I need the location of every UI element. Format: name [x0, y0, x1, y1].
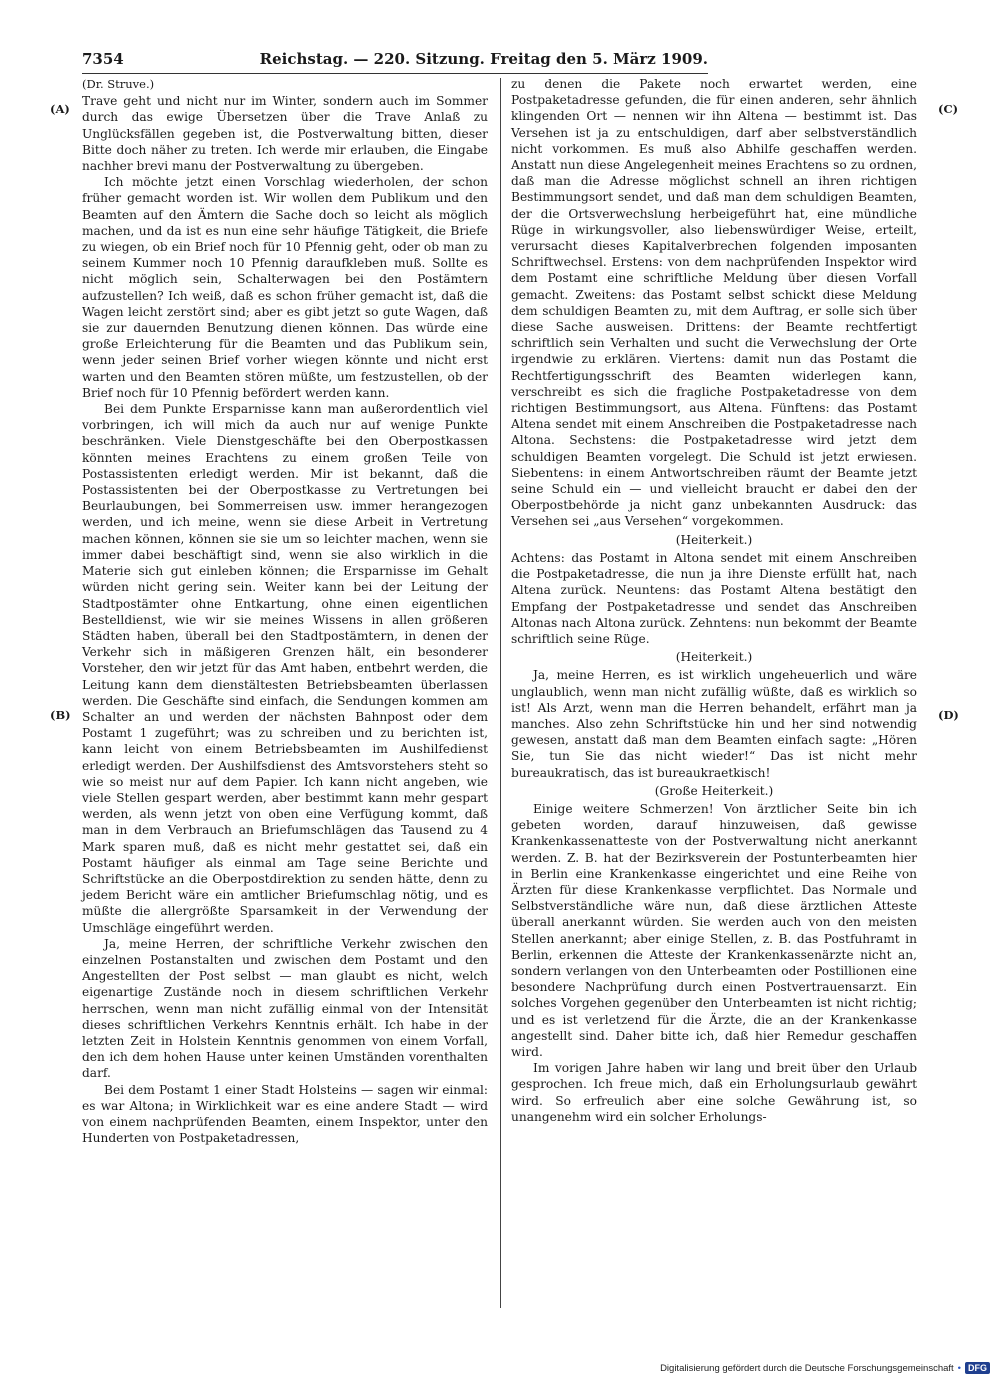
paragraph: Ja, meine Herren, der schriftliche Verkehr zwischen den einzelnen Postanstalten und zwischen dem Postamt und den Angestellten der Post selbst — man glaubt es nicht, welch eigenartige Zustände noch in diesem schriftlichen Verkehr herrschen, wenn man nicht zufällig einmal von der Intensität dieses schriftlichen Verkehrs Kenntnis erhält. Ich habe in der letzten Zeit in Holstein Kenntnis genommen von einem Vorfall, den ich dem hohen Hause unter keinen Umständen vorenthalten darf.: [82, 936, 488, 1081]
paragraph: Einige weitere Schmerzen! Von ärztlicher Seite bin ich gebeten worden, darauf hinzuweisen, daß gewisse Krankenkassenatteste von der Postverwaltung nicht anerkannt werden. Z. B. hat der Bezirksverein der Postunterbeamten hier in Berlin eine Krankenkasse eingerichtet und eine Reihe von Ärzten für diese Krankenkasse verpflichtet. Das Normale und Selbstverständliche wäre nun, daß diese ärztlichen Atteste überall anerkannt würden. Sie werden auch von den meisten Stellen anerkannt; aber einige Stellen, z. B. das Postfuhramt in Berlin, erkennen die Atteste der Krankenkassenärzte nicht an, sondern verlangen von den Unterbeamten oder Postillionen eine besondere Nachprüfung durch einen Postvertrauensarzt. Ein solches Vorgehen gegenüber den Unterbeamten ist nicht richtig; und es ist verletzend für die Ärzte, die an der Krankenkasse angestellt sind. Daher bitte ich, daß hier Remedur geschaffen wird.: [511, 801, 917, 1059]
dfg-logo: DFG: [965, 1362, 990, 1374]
margin-marker-c: (C): [938, 102, 959, 116]
footer: [590, 1359, 990, 1377]
speaker-label: (Dr. Struve.): [82, 77, 155, 91]
paragraph: Bei dem Punkte Ersparnisse kann man außerordentlich viel vorbringen, ich will mich da auch nur auf wenige Punkte beschränken. Viele Dienstgeschäfte bei den Oberpostkassen könnten meines Erachtens zu einem großen Teile von Postassistenten erledigt werden. Mir ist bekannt, daß die Postassistenten bei der Oberpostkasse zu Vertretungen bei Beurlaubungen, bei Sommerreisen usw. immer herangezogen werden, und ich meine, wenn sie diese Arbeit in Vertretung machen können, können sie sie um so leichter machen, wenn sie immer dabei beschäftigt sind, wenn sie also wirklich in die Materie sich gut einleben können; die Ersparnisse im Gehalt würden nicht gering sein. Weiter kann bei der Leitung der Stadtpostämter ohne Entkartung, ohne einen eigentlichen Bestelldienst, wie wir sie meines Wissens in allen größeren Städten haben, überall bei den Stadtpostämtern, in denen der Verkehr sich in mäßigeren Grenzen hält, ein besonderer Vorsteher, den wir jetzt für das Amt haben, entbehrt werden, die Leitung kann dem dienstältesten Betriebsbeamten überlassen werden. Die Geschäfte sind einfach, die Sendungen kommen am Schalter an und werden der nächsten Bahnpost oder dem Postamt 1 zugeführt; was zu schreiben und zu berichten ist, kann leicht von einem Betriebsbeamten im Aushilfedienst erledigt werden. Der Aushilfsdienst des Amtsvorstehers steht so wie so meist nur auf dem Papier. Ich kann nicht angeben, wie viele Stellen gespart werden, aber bestimmt kann mehr gespart werden, als wenn jetzt von oben eine Verfügung kommt, daß man in dem Verbrauch an Briefumschlägen das Tausend zu 4 Mark sparen muß, daß es nicht mehr gestattet sei, daß ein Postamt häufiger als einmal am Tage seine Berichte und Schriftstücke an die Oberpostdirektion zu senden hätte, denn zu jedem Bericht wäre ein amtlicher Briefumschlag nötig, und es müßte die allergrößte Sparsamkeit in der Verwendung der Umschläge eingeführt werden.: [82, 402, 488, 935]
bullet-icon: •: [957, 1362, 961, 1374]
paragraph: zu denen die Pakete noch erwartet werden, eine Postpaketadresse gefunden, die für einen anderen, sehr ähnlich klingenden Ort — nennen wir ihn Altena — bestimmt ist. Das Versehen ist ja zu entschuldigen, darf aber selbstverständlich nicht vorkommen. Es muß also Abhilfe geschaffen werden. Anstatt nun diese Angelegenheit meines Erachtens so zu ordnen, daß man die Adresse möglichst schnell an ihren richtigen Bestimmungsort sendet, und daß man dem schuldigen Beamten, der die Ortsverwechslung herbeigeführt hat, eine mündliche Rüge in wirkungsvoller, also liebenswürdiger Weise, erteilt, verursacht dieses Kapitalverbrechen folgenden imposanten Schriftwechsel. Erstens: von dem nachprüfenden Inspektor wird dem Postamt eine schriftliche Meldung über diesen Vorfall gemacht. Zweitens: das Postamt selbst schickt diese Meldung dem schuldigen Beamten zu, mit dem Auftrag, er solle sich über diese Sache ausweisen. Drittens: der Beamte rechtfertigt schriftlich sein Verhalten und sucht die Verwechslung der Orte irgendwie zu erklären. Viertens: damit nun das Postamt die Rechtfertigungsschrift des Beamten widerlegen kann, verschreibt es sich die fragliche Postpaketadresse von dem richtigen Bestimmungsort, aus Altena. Fünftens: das Postamt Altena sendet mit einem Anschreiben die Postpaketadresse nach Altona. Sechstens: die Postpaketadresse wird jetzt dem schuldigen Beamten vorgelegt. Die Schuld ist jetzt erwiesen. Siebentens: in einem Antwortschreiben räumt der Beamte jetzt seine Schuld ein — und vielleicht braucht er dabei den der Oberpostbehörde ja nicht ganz unbekannten Ausdruck: das Versehen sei „aus Versehen“ vorgekommen.: [511, 77, 917, 529]
column-divider: [500, 78, 501, 1308]
page-header: [82, 50, 708, 72]
stage-direction: (Heiterkeit.): [675, 650, 753, 665]
paragraph: Trave geht und nicht nur im Winter, sondern auch im Sommer durch das ewige Übersetzen über die Trave Anlaß zu Unglücksfällen gegeben ist, die Postverwaltung bitten, dieser Bitte doch näher zu treten. Ich werde mir erlauben, die Eingabe nachher brevi manu der Postverwaltung zu übergeben.: [82, 94, 488, 174]
stage-direction: (Heiterkeit.): [675, 532, 753, 547]
margin-marker-b: (B): [50, 708, 71, 722]
margin-marker-a: (A): [50, 102, 70, 116]
stage-direction: (Große Heiterkeit.): [654, 783, 774, 798]
header-rule: [82, 73, 708, 74]
page-number: 7354: [82, 50, 124, 68]
right-column: [511, 76, 917, 1125]
running-title: Reichstag. — 220. Sitzung. Freitag den 5. März 1909.: [259, 50, 708, 68]
footer-text: Digitalisierung gefördert durch die Deutsche Forschungsgemeinschaft: [660, 1362, 954, 1374]
paragraph: Achtens: das Postamt in Altona sendet mit einem Anschreiben die Postpaketadresse, die nun ja ihre Dienste erfüllt hat, nach Altena zurück. Neuntens: das Postamt Altena bestätigt den Empfang der Postpaketadresse und sendet das Anschreiben Altonas nach Altona zurück. Zehntens: nun bekommt der Beamte schriftlich seine Rüge.: [511, 550, 917, 646]
margin-marker-d: (D): [938, 708, 959, 722]
left-column: [82, 76, 488, 1146]
paragraph: Ja, meine Herren, es ist wirklich ungeheuerlich und wäre unglaublich, wenn man nicht zufällig wüßte, daß es wirklich so ist! Als Arzt, wenn man die Herren behandelt, erfährt man ja manches. Also zehn Schriftstücke hin und her sind notwendig gewesen, anstatt daß man dem Beamten einfach sagte: „Hören Sie, tun Sie das nicht wieder!“ Das ist nicht mehr bureaukratisch, das ist bureaukraetkisch!: [511, 668, 917, 780]
paragraph: Im vorigen Jahre haben wir lang und breit über den Urlaub gesprochen. Ich freue mich, daß ein Erholungsurlaub gewährt wird. So erfreulich aber eine solche Gewährung ist, so unangenehm wird ein solcher Erholungs-: [511, 1061, 917, 1124]
paragraph: Bei dem Postamt 1 einer Stadt Holsteins — sagen wir einmal: es war Altona; in Wirklichkeit war es eine andere Stadt — wird von einem nachprüfenden Beamten, einem Inspektor, unter den Hunderten von Postpaketadressen,: [82, 1082, 488, 1146]
paragraph: Ich möchte jetzt einen Vorschlag wiederholen, der schon früher gemacht worden ist. Wir wollen dem Publikum und den Beamten auf den Ämtern die Sache doch so leicht als möglich machen, und da ist es nun eine sehr häufige Tätigkeit, die Briefe zu wiegen, ob ein Brief noch für 10 Pfennig geht, oder ob man zu seinem Kummer noch 10 Pfennig daraufkleben muß. Sollte es nicht möglich sein, Schalterwagen bei den Postämtern aufzustellen? Ich weiß, daß es schon früher gemacht ist, daß die Wagen leicht zerstört sind; aber es gibt jetzt so gute Wagen, daß sie zur dauernden Benutzung dienen können. Das würde eine große Erleichterung für die Beamten und das Publikum sein, wenn jeder seinen Brief vorher wiegen könnte und nicht erst warten und den Beamten stören müßte, um festzustellen, ob der Brief noch für 10 Pfennig befördert werden kann.: [82, 175, 488, 400]
